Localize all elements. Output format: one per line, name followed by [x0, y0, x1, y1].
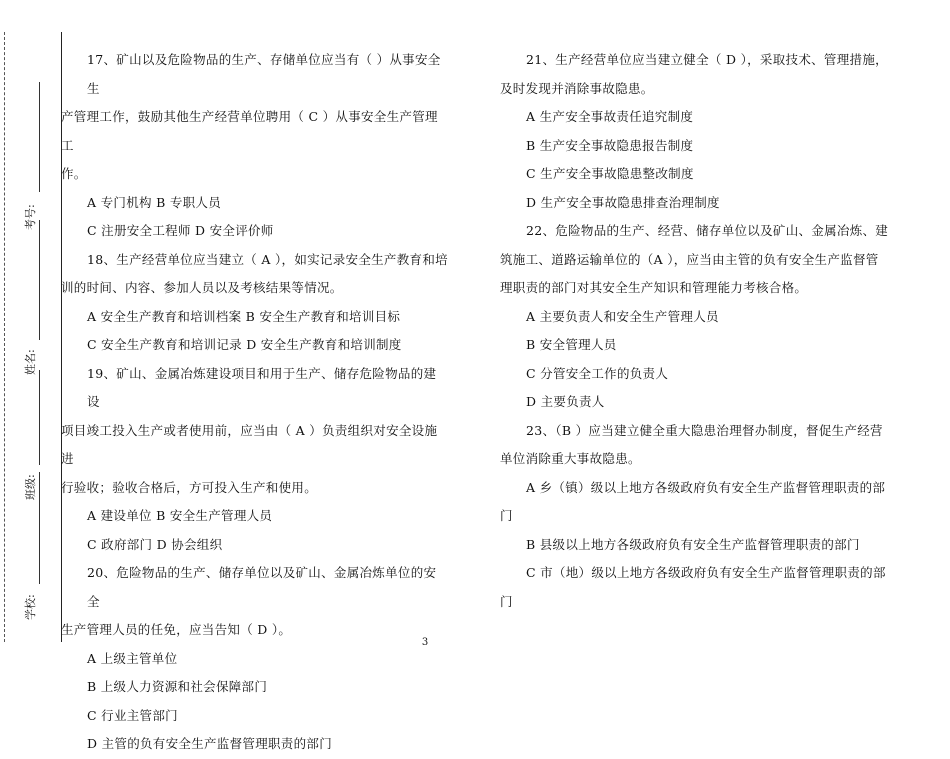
class-label: 班级: [24, 474, 37, 500]
binding-dashed-line [4, 32, 5, 642]
question-text-line: 17、矿山以及危险物品的生产、存储单位应当有（ ）从事安全生 [87, 52, 441, 96]
answer-option: C 生产安全事故隐患整改制度 [526, 166, 694, 181]
question-text-line: 筑施工、道路运输单位的（A ），应当由主管的负有安全生产监督管 [500, 251, 879, 267]
question-text-line: 训的时间、内容、参加人员以及考核结果等情况。 [61, 280, 343, 295]
answer-option: B 生产安全事故隐患报告制度 [526, 137, 694, 153]
answer-option: A 安全生产教育和培训档案 B 安全生产教育和培训目标 [87, 308, 401, 324]
school-label: 学校: [24, 594, 37, 620]
answer-option: C 行业主管部门 [87, 707, 178, 723]
question-17 [61, 46, 449, 246]
answer-option: B 上级人力资源和社会保障部门 [87, 679, 268, 694]
answer-option: B 县级以上地方各级政府负有安全生产监督管理职责的部门 [526, 536, 860, 552]
left-column [61, 46, 449, 759]
answer-option: A 上级主管单位 [87, 650, 178, 666]
answer-option: D 生产安全事故隐患排查治理制度 [526, 194, 720, 210]
question-22 [500, 217, 920, 417]
exam-number-blank[interactable] [39, 82, 40, 192]
answer-option: B 安全管理人员 [526, 337, 617, 352]
name-blank[interactable] [39, 220, 40, 340]
name-label: 姓名: [24, 349, 37, 375]
page-number: 3 [421, 637, 429, 648]
answer-option: D 主要负责人 [526, 394, 605, 409]
question-text-line: 及时发现并消除事故隐患。 [500, 80, 654, 96]
question-text-line: 项目竣工投入生产或者使用前，应当由（ A ）负责组织对安全设施进 [61, 422, 438, 466]
question-text-line: 22、危险物品的生产、经营、储存单位以及矿山、金属冶炼、建 [526, 223, 889, 238]
question-text-line: 行验收；验收合格后，方可投入生产和使用。 [61, 479, 318, 495]
question-text-line: 产管理工作，鼓励其他生产经营单位聘用（ C ）从事安全生产管理工 [61, 109, 438, 153]
exam-number-field [14, 200, 50, 310]
answer-option: A 乡（镇）级以上地方各级政府负有安全生产监督管理职责的部 [526, 479, 886, 495]
question-text-line: 23、（B ）应当建立健全重大隐患治理督办制度，督促生产经营 [526, 422, 883, 438]
exam-number-label: 考号: [24, 204, 37, 230]
answer-option: C 安全生产教育和培训记录 D 安全生产教育和培训制度 [87, 337, 402, 352]
question-text-line: 生产管理人员的任免，应当告知（ D ）。 [61, 622, 292, 637]
answer-option-continuation: 门 [500, 508, 513, 523]
question-19 [61, 360, 449, 560]
answer-option: A 生产安全事故责任追究制度 [526, 109, 694, 124]
question-21 [500, 46, 920, 217]
question-text-line: 18、生产经营单位应当建立（ A ），如实记录安全生产教育和培 [87, 251, 448, 267]
question-20 [61, 559, 449, 759]
answer-option: A 主要负责人和安全生产管理人员 [526, 308, 719, 324]
school-field [14, 590, 50, 640]
answer-option-continuation: 门 [500, 593, 513, 609]
question-text-line: 21、生产经营单位应当建立健全（ D ），采取技术、管理措施， [526, 52, 888, 67]
class-field [14, 470, 50, 580]
name-field [14, 345, 50, 455]
class-blank[interactable] [39, 370, 40, 465]
answer-option: D 主管的负有安全生产监督管理职责的部门 [87, 736, 332, 751]
question-text-line: 单位消除重大事故隐患。 [500, 451, 641, 466]
question-text-line: 19、矿山、金属冶炼建设项目和用于生产、储存危险物品的建设 [87, 365, 437, 409]
question-23 [500, 417, 920, 617]
school-blank[interactable] [39, 472, 40, 584]
question-text-line: 理职责的部门对其安全生产知识和管理能力考核合格。 [500, 280, 808, 295]
answer-option: C 分管安全工作的负责人 [526, 365, 669, 381]
answer-option: A 专门机构 B 专职人员 [87, 194, 222, 210]
right-column [500, 46, 920, 616]
answer-option: A 建设单位 B 安全生产管理人员 [87, 508, 273, 523]
answer-option: C 注册安全工程师 D 安全评价师 [87, 223, 274, 238]
answer-option: C 市（地）级以上地方各级政府负有安全生产监督管理职责的部 [526, 565, 886, 580]
question-text-line: 20、危险物品的生产、储存单位以及矿山、金属冶炼单位的安全 [87, 565, 437, 609]
answer-option: C 政府部门 D 协会组织 [87, 536, 223, 552]
question-18 [61, 246, 449, 360]
question-text-line: 作。 [61, 166, 87, 181]
